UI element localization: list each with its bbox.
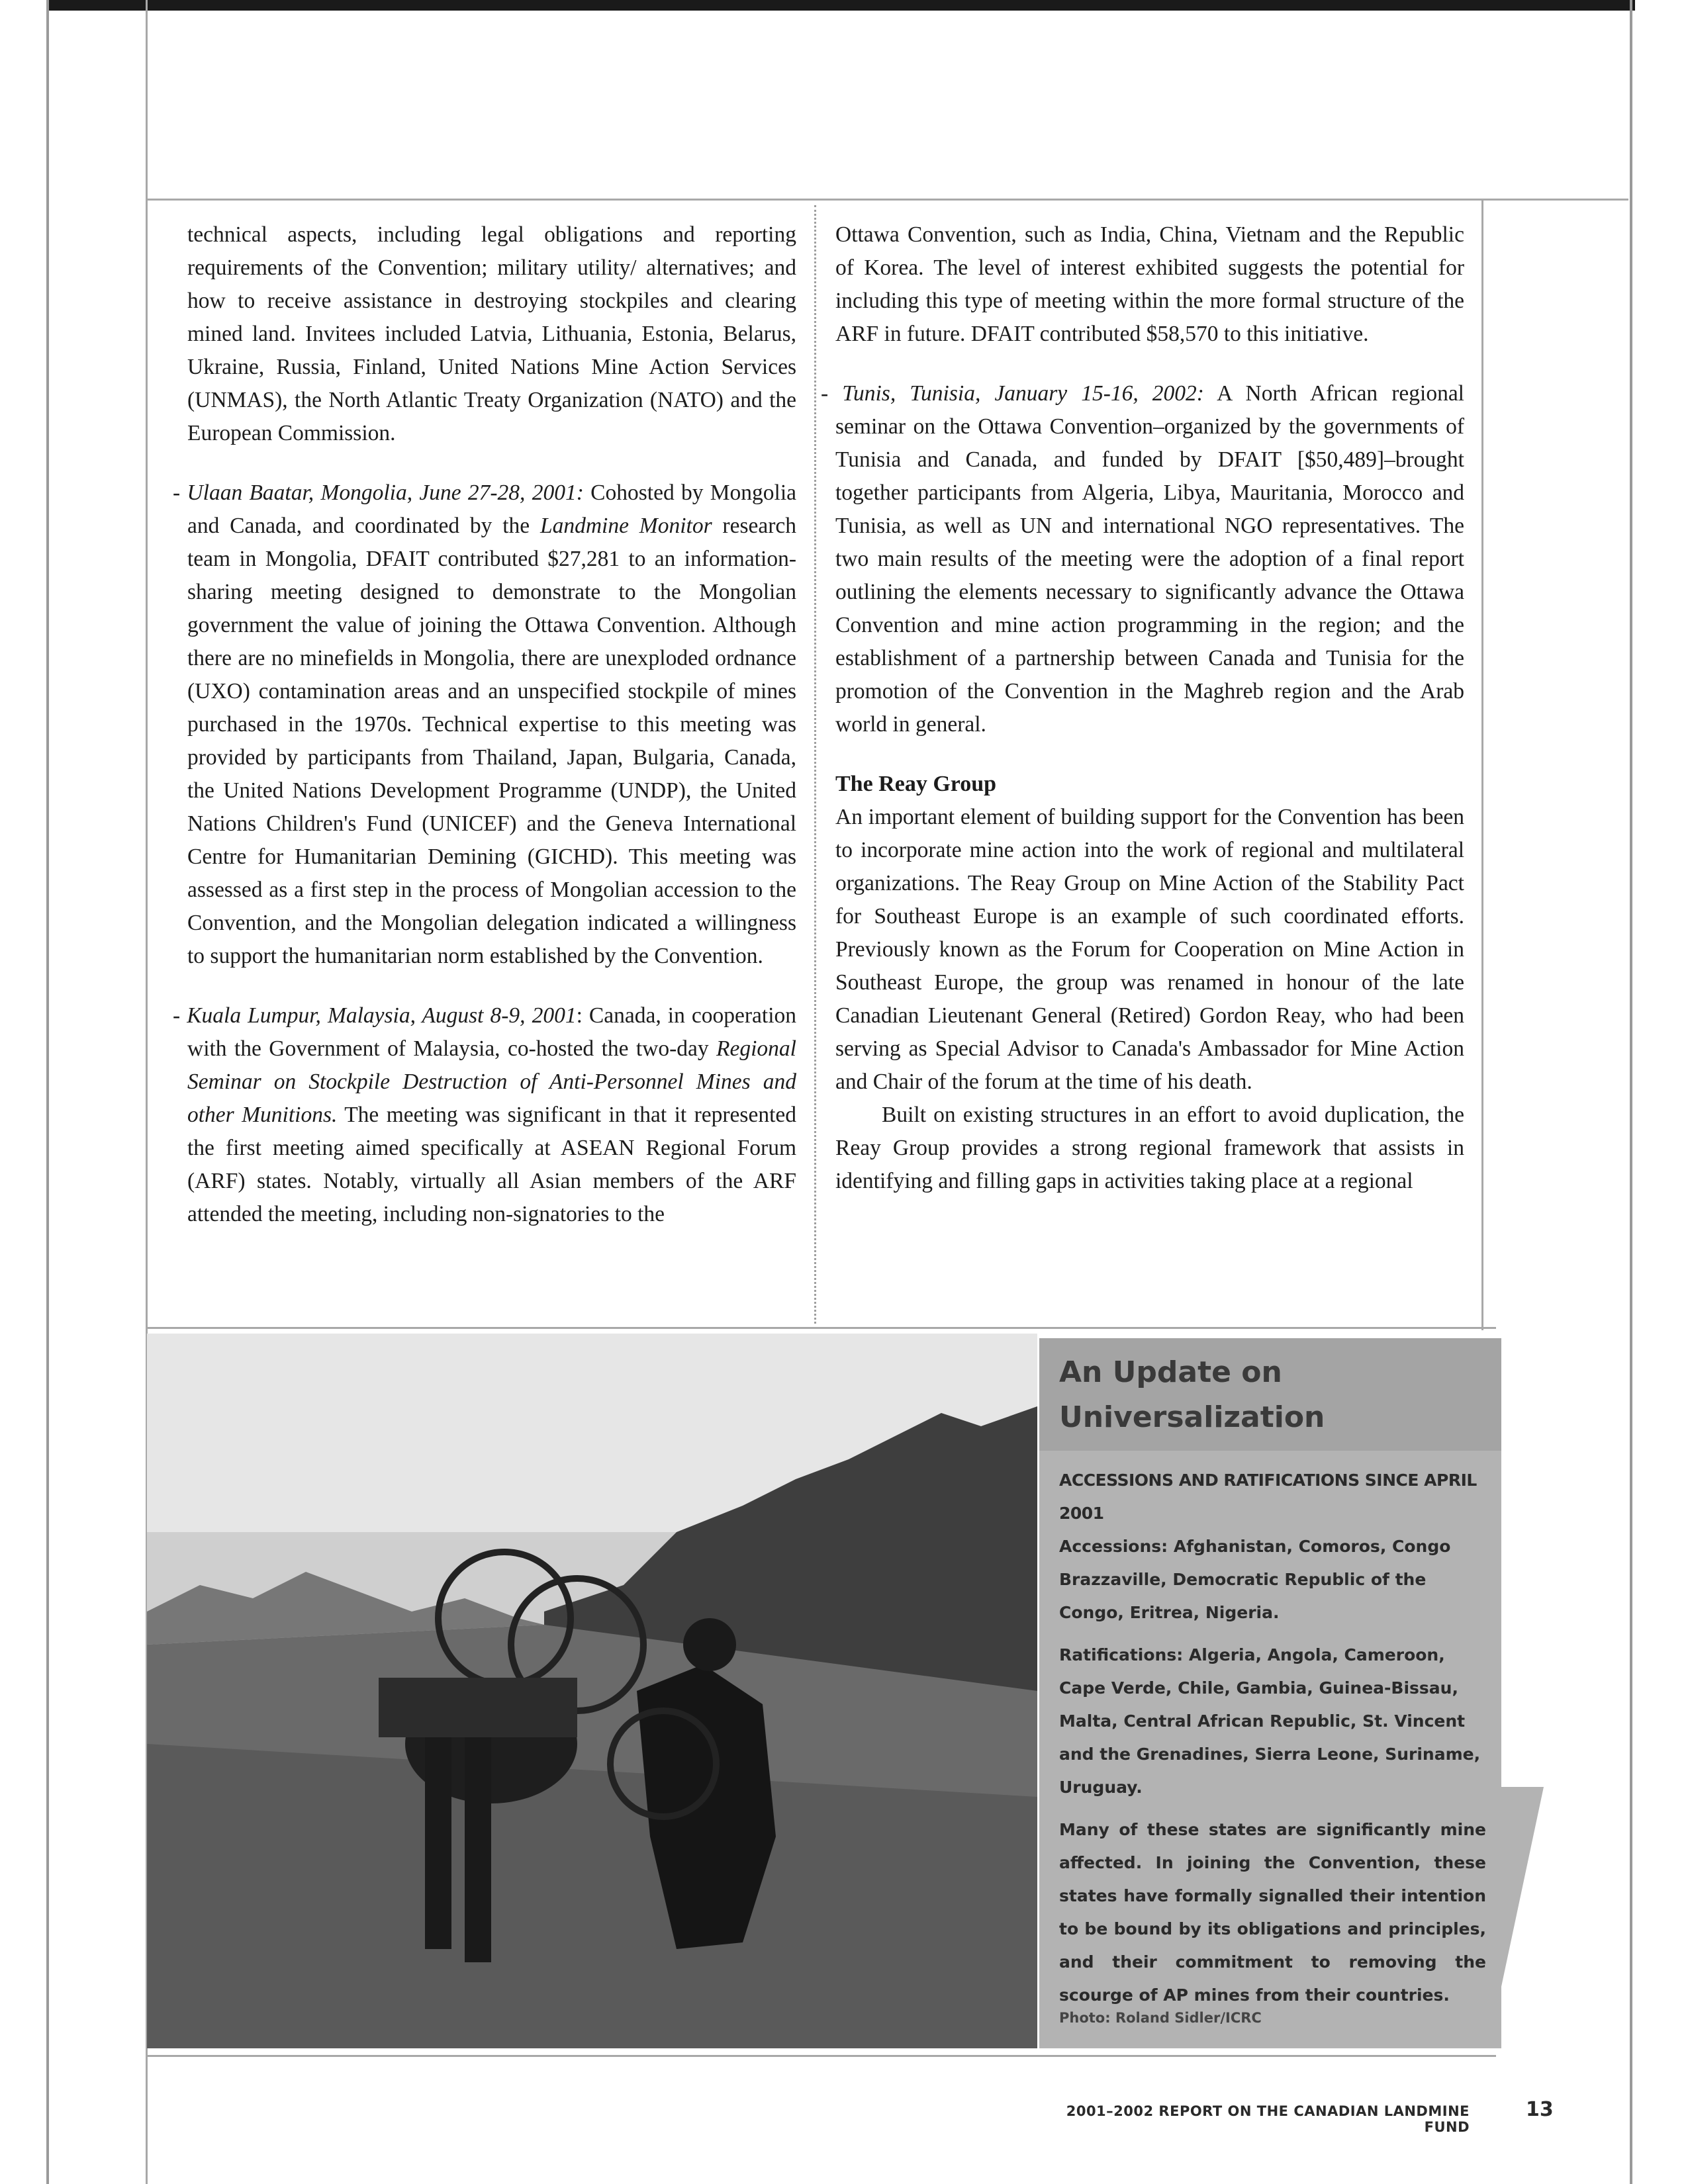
paragraph-tunis: - Tunis, Tunisia, January 15-16, 2002: A North African regional seminar on the Ottawa Convention–organized by the governments of Tunisia and Canada, and funded by DFAIT [$50,489]–brought together participants from Algeria, Libya, Mauritania, Morocco and Tunisia, as well as UN and international NGO representatives. The two main results of the meeting were the adoption of a final report outlining the elements necessary to significantly advance the Ottawa Convention and mine action programming in the region; and the establishment of a partnership between Canada and Tunisia for the promotion of the Convention in the Maghreb region and the Arab world in general. [821, 381, 1464, 737]
section-heading: The Reay Group [835, 772, 997, 796]
paragraph: An important element of building support for the Convention has been to incorporate mine action into the work of regional and multilateral organizations. The Reay Group on Mine Action of the Stability Pact for Southeast Europe is an example of such coordinated efforts. Previously known as the Forum for Cooperation on Mine Action in Southeast Europe, the group was renamed in honour of the late Canadian Lieutenant General (Retired) Gordon Reay, who had been serving as Special Advisor to Canada's Ambassador for Mine Action and Chair of the forum at the time of his death. [835, 805, 1464, 1094]
column-right [821, 218, 1464, 1198]
emphasis: Landmine Monitor [539, 514, 712, 538]
middle-rule [146, 1327, 1496, 1329]
right-frame-line [1481, 199, 1483, 1330]
ratifications-list: Ratifications: Algeria, Angola, Cameroon, Cape Verde, Chile, Gambia, Guinea-Bissau, Malta, Central African Republic, St. Vincent and the Grenadines, Sierra Leone, Suriname, Uruguay. [1059, 1645, 1481, 1797]
paragraph: Built on existing structures in an effort to avoid duplication, the Reay Group provides a strong regional framework that assists in identifying and filling gaps in activities taking place at a regional [835, 1103, 1464, 1193]
paragraph-ulaan-baatar: - Ulaan Baatar, Mongolia, June 27-28, 2001: Cohosted by Mongolia and Canada, and coordinated by the Landmine Monitor research team in Mongolia, DFAIT contributed $27,281 to an information-sharing meeting designed to demonstrate to the Mongolian government the value of joining the Ottawa Convention. Although there are no minefields in Mongolia, there are unexploded ordnance (UXO) contamination areas and an unspecified stockpile of mines purchased in the 1970s. Technical expertise to this meeting was provided by participants from Thailand, Japan, Bulgaria, Canada, the United Nations Development Programme (UNDP), the United Nations Children's Fund (UNICEF) and the Geneva International Centre for Humanitarian Demining (GICHD). This meeting was assessed as a first step in the process of Mongolian accession to the Convention, and the Mongolian delegation indicated a willingness to support the humanitarian norm established by the Convention. [173, 480, 797, 968]
sidebar-body [1059, 1464, 1486, 2021]
meeting-location: Ulaan Baatar, Mongolia, June 27-28, 2001: [187, 480, 584, 505]
text: : Canada, in cooperation with the Government of Malaysia, co-hosted the two-day [187, 1003, 796, 1061]
accessions-list: Accessions: Afghanistan, Comoros, Congo Brazzaville, Democratic Republic of the Congo, Eritrea, Nigeria. [1059, 1537, 1451, 1622]
paragraph: technical aspects, including legal obligations and reporting requirements of the Convention; military utility/ alternatives; and how to receive assistance in destroying stockpiles and clearing mined land. Invitees included Latvia, Lithuania, Estonia, Belarus, Ukraine, Russia, Finland, United Nations Mine Action Services (UNMAS), the North Atlantic Treaty Organization (NATO) and the European Commission. [187, 222, 796, 445]
column-left [173, 218, 797, 1257]
emphasis: Regional Seminar on Stockpile Destruction of Anti-Personnel Mines and other Munitions. [187, 1036, 796, 1127]
bottom-rule [146, 2055, 1496, 2057]
top-rule [146, 199, 1628, 201]
paragraph-kuala-lumpur: - Kuala Lumpur, Malaysia, August 8-9, 2001: Canada, in cooperation with the Government of Malaysia, co-hosted the two-day Regional Seminar on Stockpile Destruction of Anti-Personnel Mines and other Munitions. The meeting was significant in that it represented the first meeting aimed specifically at ASEAN Regional Forum (ARF) states. Notably, virtually all Asian members of the ARF attended the meeting, including non-signatories to the [173, 1003, 797, 1226]
scan-top-edge [46, 0, 1635, 11]
photo-illustration [147, 1334, 1037, 2048]
photo-mule-wheelchairs [147, 1334, 1037, 2048]
paragraph: Ottawa Convention, such as India, China, Vietnam and the Republic of Korea. The level of interest exhibited suggests the potential for including this type of meeting within the more formal structure of the ARF in future. DFAIT contributed $58,570 to this initiative. [835, 222, 1464, 346]
text: research team in Mongolia, DFAIT contributed $27,281 to an information-sharing meeting designed to demonstrate to the Mongolian government the value of joining the Ottawa Convention. Although there are no minefields in Mongolia, there are unexploded ordnance (UXO) contamination areas and an unspecified stockpile of mines purchased in the 1970s. Technical expertise to this meeting was provided by participants from Thailand, Japan, Bulgaria, Canada, the United Nations Development Programme (UNDP), the United Nations Children's Fund (UNICEF) and the Geneva International Centre for Humanitarian Demining (GICHD). This meeting was assessed as a first step in the process of Mongolian accession to the Convention, and the Mongolian delegation indicated a willingness to support the humanitarian norm established by the Convention. [187, 514, 796, 968]
sidebar-title: An Update on Universalization [1059, 1355, 1325, 1434]
universalization-sidebar [1039, 1338, 1501, 2048]
photo-credit: Photo: Roland Sidler/ICRC [1059, 2010, 1262, 2026]
text: A North African regional seminar on the Ottawa Convention–organized by the governments of Tunisia and Canada, and funded by DFAIT [$50,489]–brought together participants from Algeria, Libya, Mauritania, Morocco and Tunisia, as well as UN and international NGO representatives. The two main results of the meeting were the adoption of a final report outlining the elements necessary to significantly advance the Ottawa Convention and mine action programming in the region; and the establishment of a partnership between Canada and Tunisia for the promotion of the Convention in the Maghreb region and the Arab world in general. [835, 381, 1464, 737]
scan-left-edge [46, 0, 49, 2184]
meeting-location: Kuala Lumpur, Malaysia, August 8-9, 2001 [187, 1003, 577, 1028]
text: Cohosted by Mongolia and Canada, and coordinated by the [187, 480, 797, 538]
page-number: 13 [1526, 2098, 1554, 2121]
meeting-location: Tunis, Tunisia, January 15-16, 2002: [842, 381, 1204, 406]
sidebar-header [1039, 1338, 1501, 1451]
footer-report-title: 2001–2002 REPORT ON THE CANADIAN LANDMINE FUND [1066, 2103, 1470, 2135]
sidebar-notch [1497, 1787, 1544, 2005]
column-divider [814, 205, 816, 1324]
sidebar-note: Many of these states are significantly mine affected. In joining the Convention, these states have formally signalled their intention to be bound by its obligations and principles, and their commitment to removing the scourge of AP mines from their countries. [1059, 1820, 1486, 2005]
text: The meeting was significant in that it represented the first meeting aimed specifically at ASEAN Regional Forum (ARF) states. Notably, virtually all Asian members of the ARF attended the meeting, including non-signatories to the [187, 1103, 797, 1226]
scan-right-edge [1630, 0, 1632, 2184]
sidebar-subhead: ACCESSIONS AND RATIFICATIONS SINCE APRIL 2001 [1059, 1471, 1477, 1523]
